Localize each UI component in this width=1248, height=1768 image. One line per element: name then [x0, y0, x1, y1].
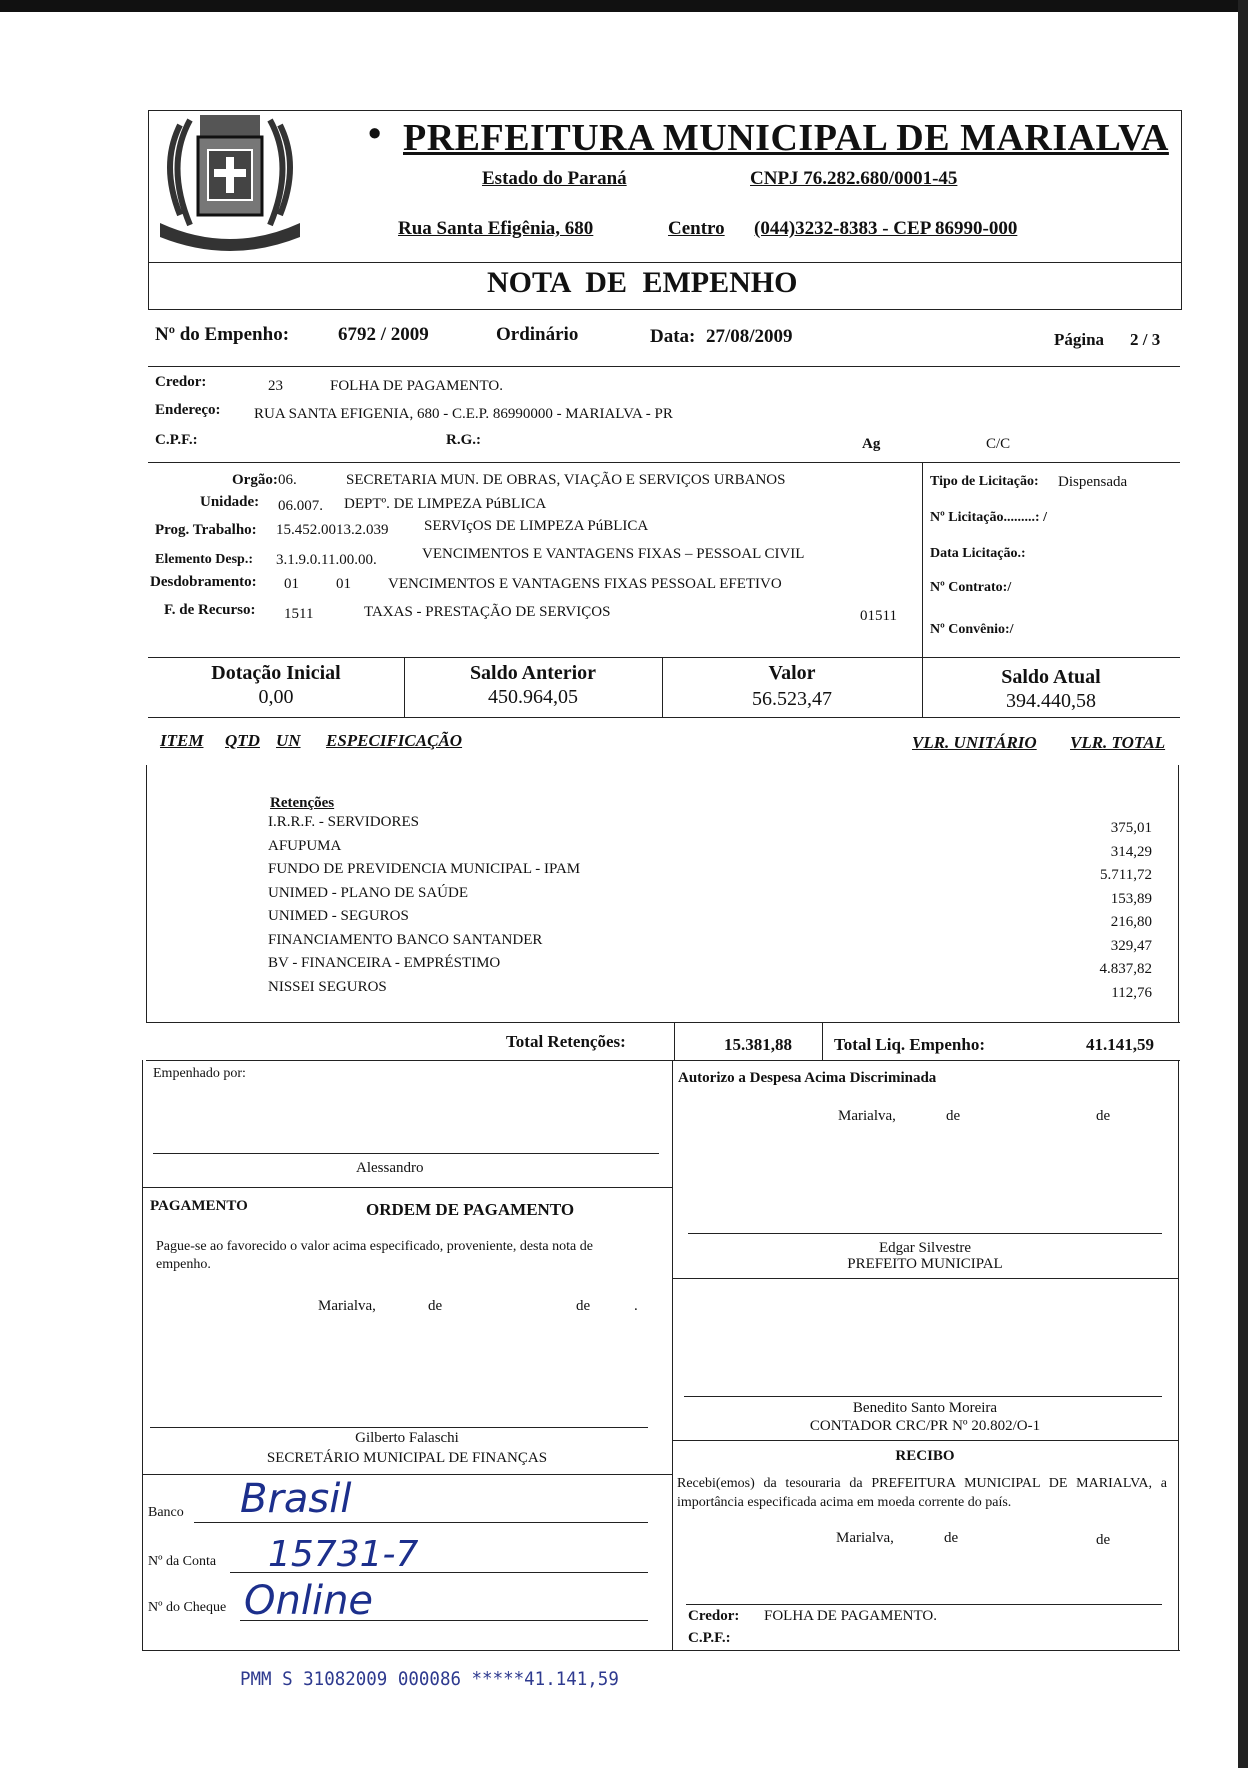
cheque-label: Nº do Cheque [148, 1600, 227, 1615]
dotacao-value: 0,00 [258, 686, 294, 708]
retencoes-title: Retenções [270, 795, 335, 811]
banco-label: Banco [148, 1505, 184, 1520]
conta-label: Nº da Conta [148, 1554, 217, 1569]
list-item: FUNDO DE PREVIDENCIA MUNICIPAL - IPAM 5.711,72 [268, 861, 1152, 883]
page-number: 2 / 3 [1130, 330, 1161, 349]
col-un: UN [276, 731, 301, 750]
empenho-type: Ordinário [496, 324, 579, 345]
recibo-cpf-label: C.P.F.: [688, 1630, 731, 1646]
ordem-pagamento-title: ORDEM DE PAGAMENTO [366, 1200, 575, 1219]
right-city-2: Marialva, [836, 1530, 894, 1546]
list-item: UNIMED - PLANO DE SAÚDE 153,89 [268, 884, 1152, 907]
desdobramento-code2: 01 [336, 576, 351, 592]
empenho-number: 6792 / 2009 [338, 324, 429, 345]
list-item: BV - FINANCEIRA - EMPRÉSTIMO 4.837,82 [268, 955, 1152, 977]
recurso-code2: 01511 [860, 608, 897, 624]
recibo-credor-label: Credor: [688, 1608, 740, 1624]
right-de-3: de [944, 1530, 959, 1546]
secretario-title: SECRETÁRIO MUNICIPAL DE FINANÇAS [266, 1450, 548, 1466]
street-address: Rua Santa Efigênia, 680 [398, 218, 594, 239]
saldo-atual-label: Saldo Atual [1001, 666, 1101, 688]
elemento-code: 3.1.9.0.11.00.00. [276, 552, 377, 568]
date-de-1: de [428, 1298, 443, 1314]
list-item: UNIMED - SEGUROS 216,80 [268, 908, 1152, 930]
credor-label: Credor: [155, 374, 207, 390]
unidade-name: DEPTº. DE LIMPEZA PúBLICA [344, 496, 547, 512]
cheque-handwritten: Online [244, 1578, 374, 1624]
credor-name: FOLHA DE PAGAMENTO. [330, 378, 503, 394]
saldo-anterior-value: 450.964,05 [488, 686, 578, 708]
orgao-name: SECRETARIA MUN. DE OBRAS, VIAÇÃO E SERVIÇOS URBANOS [346, 472, 786, 488]
cc-label: C/C [986, 436, 1011, 452]
scan-right-edge [1238, 0, 1248, 1768]
rg-label: R.G.: [446, 432, 481, 448]
right-de-1: de [946, 1108, 961, 1124]
tipo-licitacao-label: Tipo de Licitação: [930, 474, 1039, 489]
pague-se-text: Pague-se ao favorecido o valor acima especificado, proveniente, desta nota de empenho. [156, 1239, 593, 1272]
total-liquido-label: Total Liq. Empenho: [834, 1035, 985, 1054]
numero-convenio: Nº Convênio:/ [930, 622, 1014, 637]
prog-code: 15.452.0013.2.039 [276, 522, 389, 538]
scan-top-edge [0, 0, 1248, 12]
col-especificacao: ESPECIFICAÇÃO [326, 731, 463, 750]
recurso-label: F. de Recurso: [164, 602, 256, 618]
crest-banner-text: MARIALVA [198, 223, 255, 234]
contador-title: CONTADOR CRC/PR Nº 20.802/O-1 [809, 1418, 1041, 1434]
autorizo-text: Autorizo a Despesa Acima Discriminada [678, 1070, 937, 1086]
tipo-licitacao: Dispensada [1058, 474, 1128, 490]
list-item: I.R.R.F. - SERVIDORES 375,01 [268, 814, 1152, 836]
desdobramento-name: VENCIMENTOS E VANTAGENS FIXAS PESSOAL EFETIVO [388, 576, 782, 592]
empenho-number-label: Nº do Empenho: [155, 324, 290, 345]
dotacao-label: Dotação Inicial [211, 662, 341, 684]
prog-label: Prog. Trabalho: [155, 522, 257, 538]
list-item: NISSEI SEGUROS 112,76 [268, 978, 1152, 1001]
credor-code: 23 [268, 378, 283, 394]
prog-name: SERVIçOS DE LIMPEZA PúBLICA [424, 518, 649, 534]
cpf-label: C.P.F.: [155, 432, 198, 448]
right-de-2: de [1096, 1108, 1111, 1124]
state-name: Estado do Paraná [482, 168, 627, 189]
col-vlr-unitario: VLR. UNITÁRIO [912, 733, 1037, 752]
saldo-atual-value: 394.440,58 [1006, 690, 1096, 712]
cnpj: CNPJ 76.282.680/0001-45 [750, 168, 958, 189]
saldo-anterior-label: Saldo Anterior [469, 662, 597, 684]
endereco: RUA SANTA EFIGENIA, 680 - C.E.P. 86990000 - MARIALVA - PR [254, 406, 673, 422]
list-item: AFUPUMA 314,29 [268, 837, 1152, 860]
list-item: FINANCIAMENTO BANCO SANTANDER 329,47 [268, 931, 1152, 954]
numero-licitacao: Nº Licitação.........: / [930, 510, 1047, 525]
total-liquido-value: 41.141,59 [1086, 1035, 1154, 1054]
valor-label: Valor [768, 662, 816, 684]
document-title: NOTA DE EMPENHO [487, 266, 798, 299]
data-licitacao: Data Licitação.: [930, 546, 1026, 561]
elemento-name: VENCIMENTOS E VANTAGENS FIXAS – PESSOAL CIVIL [422, 546, 805, 562]
empenhado-label: Empenhado por: [153, 1066, 246, 1081]
orgao-code: 06. [278, 472, 297, 488]
org-title: PREFEITURA MUNICIPAL DE MARIALVA [403, 117, 1169, 159]
secretario-name: Gilberto Falaschi [355, 1430, 459, 1446]
payment-stamp: PMM S 31082009 000086 *****41.141,59 [240, 1668, 619, 1690]
desdobramento-label: Desdobramento: [150, 574, 257, 590]
col-qtd: QTD [225, 731, 260, 750]
col-item: ITEM [160, 731, 204, 750]
prefeito-name: Edgar Silvestre [878, 1240, 972, 1256]
bullet-mark: • [368, 113, 382, 155]
numero-contrato: Nº Contrato:/ [930, 580, 1012, 595]
total-retencoes-label: Total Retenções: [506, 1032, 626, 1051]
empenho-date: 27/08/2009 [706, 326, 793, 347]
right-city-1: Marialva, [838, 1108, 896, 1124]
marialva-city: Marialva, [318, 1298, 376, 1314]
recurso-name: TAXAS - PRESTAÇÃO DE SERVIÇOS [364, 604, 611, 620]
banco-handwritten: Brasil [240, 1476, 352, 1522]
recurso-code: 1511 [284, 606, 314, 622]
recibo-credor-name: FOLHA DE PAGAMENTO. [764, 1608, 937, 1624]
district: Centro [668, 218, 725, 239]
recibo-title: RECIBO [895, 1448, 955, 1464]
date-dot: . [634, 1298, 638, 1314]
orgao-label: Orgão: [232, 472, 278, 488]
right-de-4: de [1096, 1532, 1111, 1548]
desdobramento-code1: 01 [284, 576, 299, 592]
unidade-label: Unidade: [200, 494, 260, 510]
retencoes-list [268, 814, 1168, 1002]
date-label: Data: [650, 326, 696, 347]
prefeito-title: PREFEITO MUNICIPAL [847, 1256, 1003, 1272]
total-retencoes-value: 15.381,88 [724, 1035, 792, 1054]
conta-handwritten: 15731-7 [268, 1534, 419, 1575]
recibo-text: Recebi(emos) da tesouraria da PREFEITURA MUNICIPAL DE MARIALVA, a importância especificada acima em moeda corrente do país. [677, 1476, 1167, 1510]
ag-label: Ag [862, 436, 881, 452]
date-de-2: de [576, 1298, 591, 1314]
municipal-crest-icon [150, 105, 310, 257]
page-label: Página [1054, 330, 1105, 349]
elemento-label: Elemento Desp.: [155, 552, 253, 567]
empenhado-name: Alessandro [356, 1160, 424, 1176]
phone-cep: (044)3232-8383 - CEP 86990-000 [754, 218, 1018, 239]
endereco-label: Endereço: [155, 402, 221, 418]
valor-value: 56.523,47 [752, 688, 832, 710]
contador-name: Benedito Santo Moreira [852, 1400, 998, 1416]
col-vlr-total: VLR. TOTAL [1070, 733, 1166, 752]
pagamento-title: PAGAMENTO [150, 1198, 248, 1214]
unidade-code: 06.007. [278, 498, 323, 514]
